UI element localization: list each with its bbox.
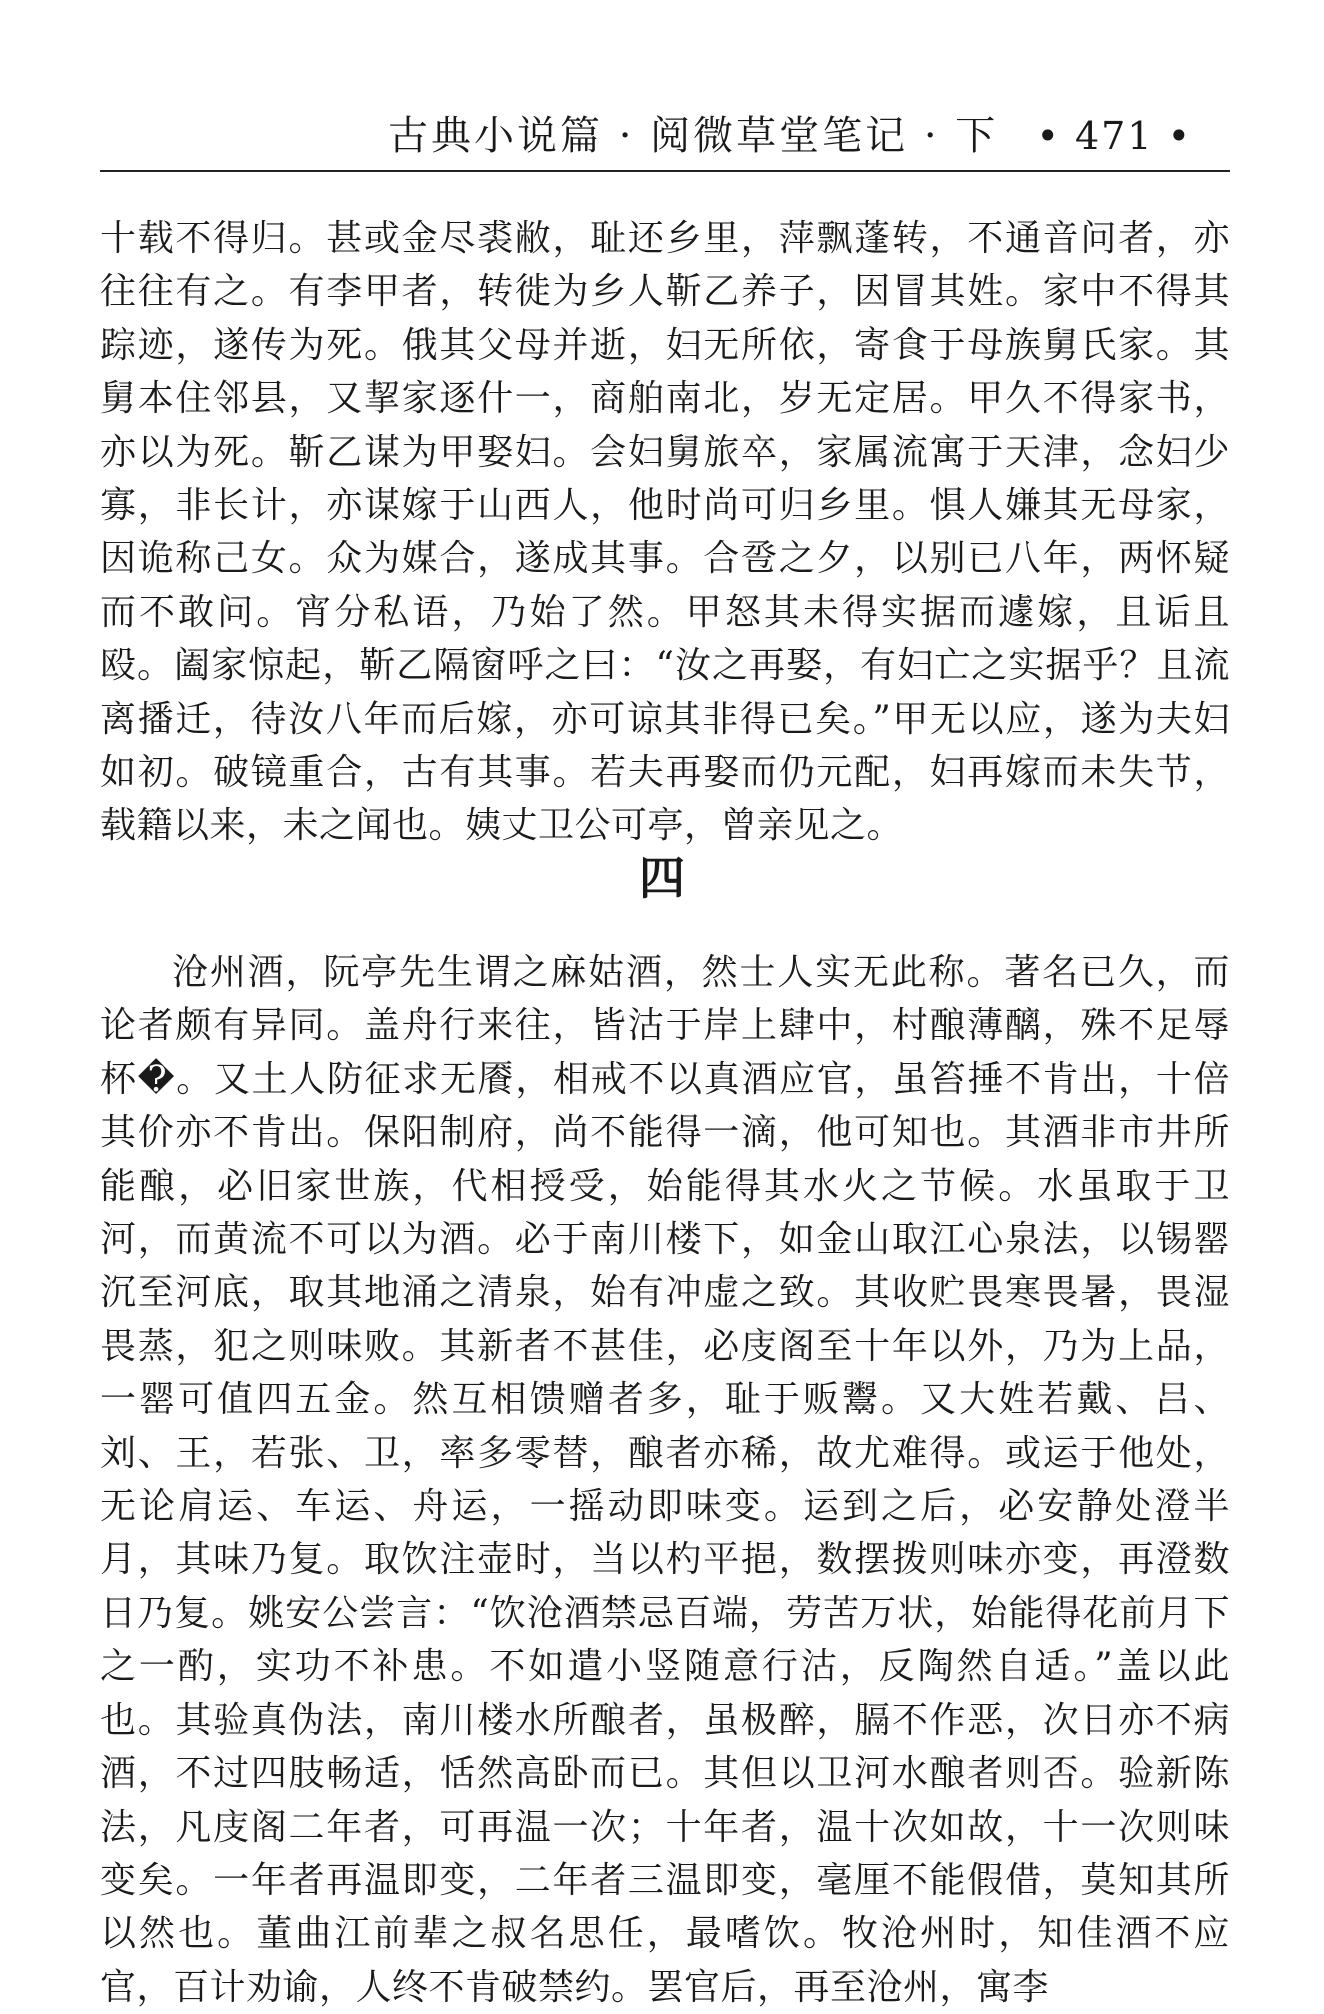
section-heading: 四 [639,851,685,905]
page-number: • 471 • [1036,114,1192,158]
running-title: 古典小说篇 · 阅微草堂笔记 · 下 [388,113,999,159]
paragraph-section-four: 沧州酒，阮亭先生谓之麻姑酒，然士人实无此称。著名已久，而论者颇有异同。盖舟行来往，皆沽于岸上肆中，村酿薄醨，殊不足辱杯�。又土人防征求无餍，相戒不以真酒应官，虽笞捶不肯出，十倍其价亦不肯出。保阳制府，尚不能得一滴，他可知也。其酒非市井所能酿，必旧家世族，代相授受，始能得其水火之节候。水虽取于卫河，而黄流不可以为酒。必于南川楼下，如金山取江心泉法，以锡罂沉至河底，取其地涌之清泉，始有冲虚之致。其收贮畏寒畏暑，畏湿畏蒸，犯之则味败。其新者不甚佳，必庋阁至十年以外，乃为上品，一罂可值四五金。然互相馈赠者多，耻于贩鬻。又大姓若戴、吕、刘、王，若张、卫，率多零替，酿者亦稀，故尤难得。或运于他处，无论肩运、车运、舟运，一摇动即味变。运到之后，必安静处澄半月，其味乃复。取饮注壶时，当以杓平挹，数摆拨则味亦变，再澄数日乃复。姚安公尝言：“饮沧酒禁忌百端，劳苦万状，始能得花前月下之一酌，实功不补患。不如遣小竖随意行沽，反陶然自适。”盖以此也。其验真伪法，南川楼水所酿者，虽极醉，膈不作恶，次日亦不病酒，不过四肢畅适，恬然高卧而已。其但以卫河水酿者则否。验新陈法，凡庋阁二年者，可再温一次；十年者，温十次如故，十一次则味变矣。一年者再温即变，二年者三温即变，毫厘不能假借，莫知其所以然也。董曲江前辈之叔名思任，最嗜饮。牧沧州时，知佳酒不应官，百计劝谕，人终不肯破禁约。罢官后，再至沧州，寓李 [100,952,1230,2008]
paragraph-continued: 十载不得归。甚或金尽裘敝，耻还乡里，萍飘蓬转，不通音问者，亦往往有之。有李甲者，转徙为乡人靳乙养子，因冒其姓。家中不得其踪迹，遂传为死。俄其父母并逝，妇无所依，寄食于母族舅氏家。其舅本住邻县，又挈家逐什一，商舶南北，岁无定居。甲久不得家书，亦以为死。靳乙谋为甲娶妇。会妇舅旅卒，家属流寓于天津，念妇少寡，非长计，亦谋嫁于山西人，他时尚可归乡里。惧人嫌其无母家，因诡称己女。众为媒合，遂成其事。合卺之夕，以别已八年，两怀疑而不敢问。宵分私语，乃始了然。甲怒其未得实据而遽嫁，且诟且殴。阖家惊起，靳乙隔窗呼之曰：“汝之再娶，有妇亡之实据乎？且流离播迁，待汝八年而后嫁，亦可谅其非得已矣。”甲无以应，遂为夫妇如初。破镜重合，古有其事。若夫再娶而仍元配，妇再嫁而未失节，载籍以来，未之闻也。姨丈卫公可亭，曾亲见之。 [100,218,1230,847]
running-header [100,108,1230,172]
